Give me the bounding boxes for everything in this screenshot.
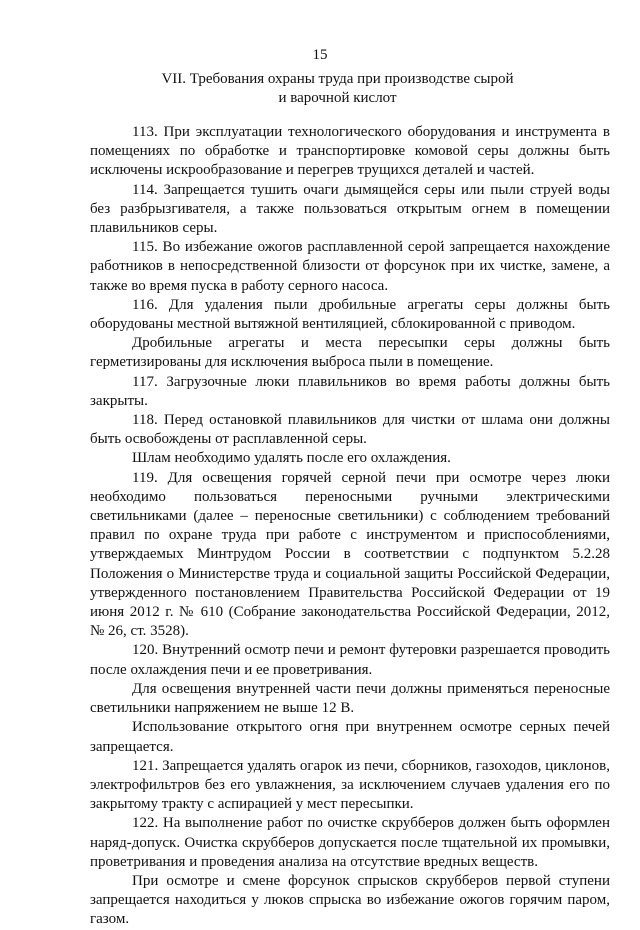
paragraph-118: 118. Перед остановкой плавильников для чистки от шлама они должны быть освобождены от расплавленной серы.	[90, 412, 610, 448]
paragraph-122-nozzles: При осмотре и смене форсунок спрысков скрубберов первой ступени запрещается находиться у люков спрыска во избежание ожогов горячим паром, газом.	[90, 872, 610, 928]
section-heading-line-2: и варочной кислот	[278, 90, 397, 106]
paragraph-113: 113. При эксплуатации технологического оборудования и инструмента в помещениях по обработке и транспортировке комовой серы должны быть исключены искрообразование и перегрев трущихся деталей и частей.	[90, 124, 610, 179]
paragraph-119: 119. Для освещения горячей серной печи при осмотре через люки необходимо пользоваться переносными ручными электрическими светильниками (далее – переносные светильники) с соблюдением требований правил по охране труда при работе с инструментом и приспособлениями, утверждаемых Минтрудом России в соответствии с подпунктом 5.2.28 Положения о Министерстве труда и социальной защиты Российской Федерации, утвержденного постановлением Правительства Российской Федерации от 19 июня 2012 г. № 610 (Собрание законодательства Российской Федерации, 2012, № 26, ст. 3528).	[90, 469, 610, 640]
paragraph-114: 114. Запрещается тушить очаги дымящейся серы или пыли струей воды без разбрызгивателя, а также пользоваться открытым огнем в помещении плавильников серы.	[90, 181, 610, 237]
page-number: 15	[312, 47, 328, 63]
paragraph-120-lighting: Для освещения внутренней части печи должны применяться переносные светильники напряжением не выше 12 В.	[90, 680, 610, 717]
section-heading	[150, 70, 525, 108]
paragraph-117: 117. Загрузочные люки плавильников во время работы должны быть закрыты.	[90, 373, 610, 409]
paragraph-121: 121. Запрещается удалять огарок из печи, сборников, газоходов, циклонов, электрофильтров без его увлажнения, за исключением случаев удаления его по закрытому тракту с аспирацией у мест пересыпки.	[90, 757, 610, 813]
paragraph-118-sludge: Шлам необходимо удалять после его охлаждения.	[132, 450, 451, 467]
body-text	[90, 123, 610, 930]
paragraph-115: 115. Во избежание ожогов расплавленной серой запрещается нахождение работников в непосредственной близости от форсунок при их чистке, замене, а также во время пуска в работу серного насоса.	[90, 239, 610, 294]
paragraph-122: 122. На выполнение работ по очистке скрубберов должен быть оформлен наряд-допуск. Очистка скрубберов допускается после тщательной их промывки, проветривания и проведения анализа на отсутствие вредных веществ.	[90, 815, 610, 870]
paragraph-116-crushers: Дробильные агрегаты и места пересыпки серы должны быть герметизированы для исключения выброса пыли в помещение.	[90, 335, 610, 371]
paragraph-120-open-fire: Использование открытого огня при внутреннем осмотре серных печей запрещается.	[90, 719, 610, 755]
paragraph-116: 116. Для удаления пыли дробильные агрегаты серы должны быть оборудованы местной вытяжной вентиляцией, сблокированной с приводом.	[90, 296, 610, 333]
paragraph-120: 120. Внутренний осмотр печи и ремонт футеровки разрешается проводить после охлаждения печи и ее проветривания.	[90, 642, 610, 678]
section-heading-line-1: VII. Требования охраны труда при производстве сырой	[161, 71, 514, 87]
